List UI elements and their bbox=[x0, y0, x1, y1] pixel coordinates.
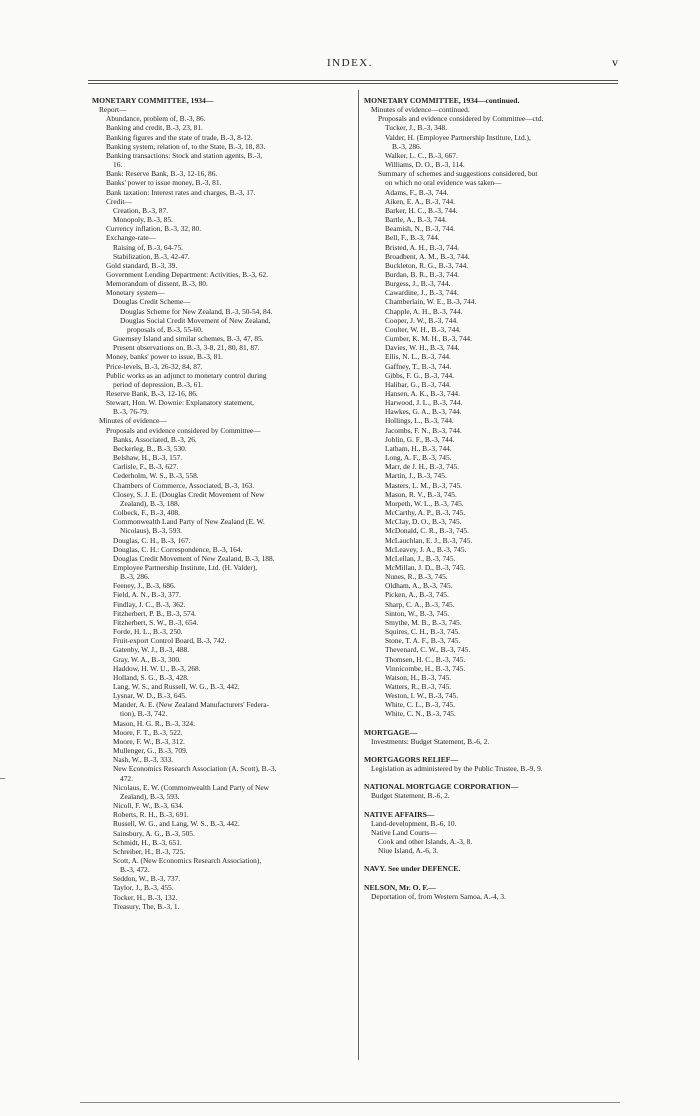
index-entry: Beamish, N., B.-3, 744. bbox=[385, 224, 456, 234]
index-entry: Coulter, W. H., B.-3, 744. bbox=[385, 324, 461, 334]
index-entry: Davies, W. H., B.-3, 744. bbox=[385, 343, 460, 353]
index-entry: Joblin, G. F., B.-3, 744. bbox=[385, 434, 455, 444]
index-entry: Zealand), B.-3, 188. bbox=[120, 498, 180, 508]
index-entry: Guernsey Island and similar schemes, B.-3, 47, 85. bbox=[113, 334, 264, 344]
index-entry: Native Land Courts— bbox=[371, 827, 437, 837]
index-entry: Schmidt, H., B.-3, 651. bbox=[113, 837, 182, 847]
index-entry: Cook and other Islands, A.-3, 8. bbox=[378, 837, 473, 847]
index-entry: Thomsen, H. C., B.-3, 745. bbox=[385, 654, 466, 664]
page-number: v bbox=[612, 55, 618, 69]
entry-gap bbox=[364, 855, 626, 864]
index-entry: Budget Statement, B.-6, 2. bbox=[371, 791, 450, 801]
index-entry: period of depression, B.-3, 61. bbox=[113, 379, 203, 389]
index-entry: Bell, F., B.-3, 744. bbox=[385, 233, 440, 243]
index-entry: Raising of, B.-3, 64-75. bbox=[113, 242, 184, 252]
index-entry: Chambers of Commerce, Associated, B.-3, 163. bbox=[113, 480, 255, 490]
index-entry: Zealand), B.-3, 593. bbox=[120, 791, 180, 801]
index-entry: McClay, D. O., B.-3, 745. bbox=[385, 517, 462, 527]
index-entry: B.-3, 286. bbox=[120, 572, 150, 582]
index-entry: Seddon, W., B.-3, 737. bbox=[113, 874, 181, 884]
index-entry: Findlay, J. C., B.-3, 362. bbox=[113, 599, 186, 609]
index-heading: MONETARY COMMITTEE, 1934—continued. bbox=[364, 96, 520, 105]
index-entry: 16. bbox=[113, 160, 123, 170]
index-entry: Long, A. F., B.-3, 745. bbox=[385, 453, 452, 463]
index-heading: MORTGAGORS RELIEF— bbox=[364, 754, 459, 764]
index-entry: Gray, W. A., B.-3, 300. bbox=[113, 654, 181, 664]
index-entry: Niue Island, A.-6, 3. bbox=[378, 846, 439, 856]
index-entry: Present observations on, B.-3, 3-8, 21, 80, 81, 87. bbox=[113, 343, 260, 353]
index-entry: Taylor, J., B.-3, 455. bbox=[113, 883, 174, 893]
index-entry: White, C. N., B.-3, 745. bbox=[385, 709, 456, 719]
index-entry: Bartle, A., B.-3, 744. bbox=[385, 215, 447, 225]
index-heading: NAVY. See under DEFENCE. bbox=[364, 864, 461, 874]
index-entry: Belshaw, H., B.-3, 157. bbox=[113, 453, 183, 463]
index-entry: McDonald, C. R., B.-3, 745. bbox=[385, 526, 469, 536]
index-entry: Cawardine, J., B.-3, 744. bbox=[385, 288, 459, 298]
index-entry: 472. bbox=[120, 773, 133, 783]
index-entry: Oldham, A., B.-3, 745. bbox=[385, 581, 453, 591]
index-entry: Bristed, A. H., B.-3, 744. bbox=[385, 242, 460, 252]
index-entry: Latham, H., B.-3, 744. bbox=[385, 443, 452, 453]
index-entry: Jacombs, F. N., B.-3, 744. bbox=[385, 425, 462, 435]
index-entry: Chamberlain, W. E., B.-3, 744. bbox=[385, 297, 477, 307]
index-entry: Fitzherbert, P. B., B.-3, 574. bbox=[113, 608, 197, 618]
margin-mark bbox=[0, 778, 5, 779]
index-entry: Land-development, B.-6, 10. bbox=[371, 818, 457, 828]
index-entry: Commonwealth Land Party of New Zealand (E. W. bbox=[113, 517, 265, 527]
index-entry: Banking system, relation of, to the State, B.-3, 18, 83. bbox=[106, 141, 266, 151]
index-entry: Beckerleg, B., B.-3, 530. bbox=[113, 443, 187, 453]
index-entry: Currency inflation, B.-3, 32, 80. bbox=[106, 224, 202, 234]
index-entry: Chapple, A. H., B.-3, 744. bbox=[385, 306, 463, 316]
index-entry: Gaffney, T., B.-3, 744. bbox=[385, 361, 452, 371]
index-entry: Lysnar, W. D., B.-3, 645. bbox=[113, 691, 187, 701]
index-entry: Sinton, W., B.-3, 745. bbox=[385, 608, 450, 618]
index-entry: Buckleton, R. G., B.-3, 744. bbox=[385, 260, 469, 270]
index-entry: Banks' power to issue money, B.-3, 81. bbox=[106, 178, 222, 188]
entry-gap bbox=[364, 874, 626, 883]
index-entry: Vinnicombe, H., B.-3, 745. bbox=[385, 663, 466, 673]
index-entry: Banking figures and the state of trade, B.-3, 8-12. bbox=[106, 132, 253, 142]
index-entry: B.-3, 76-79. bbox=[113, 407, 149, 417]
index-entry: Credit— bbox=[106, 196, 132, 206]
index-entry: Report— bbox=[99, 105, 127, 115]
index-entry: B.-3, 286. bbox=[392, 141, 422, 151]
index-entry: Memorandum of dissent, B.-3, 80. bbox=[106, 279, 208, 289]
page-header bbox=[0, 55, 700, 75]
index-entry: Harwood, J. L., B.-3, 744. bbox=[385, 398, 463, 408]
index-entry: Cederholm, W. S., B.-3, 558. bbox=[113, 471, 199, 481]
index-entry: Moore, F. W., B.-3, 312. bbox=[113, 736, 185, 746]
index-entry: Tucker, J., B.-3, 348. bbox=[385, 123, 448, 133]
index-entry: Williams, D. O., B.-3, 114. bbox=[385, 160, 465, 170]
index-entry: Haddow, H. W. U., B.-3, 268. bbox=[113, 663, 201, 673]
index-entry: Adams, F., B.-3, 744. bbox=[385, 187, 449, 197]
index-entry: Public works as an adjunct to monetary control during bbox=[106, 370, 267, 380]
index-entry: Monopoly, B.-3, 85. bbox=[113, 215, 173, 225]
index-entry: Nicolaus, E. W. (Commonwealth Land Party of New bbox=[113, 782, 269, 792]
index-entry: Valder, H. (Employee Partnership Institute, Ltd.), bbox=[385, 132, 531, 142]
index-entry: Barker, H. C., B.-3, 744. bbox=[385, 205, 458, 215]
index-entry: Douglas, C. H.: Correspondence, B.-3, 164. bbox=[113, 544, 243, 554]
index-entry: Mason, H. G. R., B.-3, 324. bbox=[113, 718, 195, 728]
index-entry: Colbeck, F., B.-3, 408. bbox=[113, 508, 180, 518]
index-entry: McLauchlan, E. J., B.-3, 745. bbox=[385, 535, 473, 545]
index-entry: Douglas Social Credit Movement of New Zealand, bbox=[120, 315, 271, 325]
index-entry: on which no oral evidence was taken— bbox=[385, 178, 502, 188]
index-entry: Aiken, E. A., B.-3, 744. bbox=[385, 196, 456, 206]
entry-gap bbox=[364, 801, 626, 810]
index-entry: Roberts, R. H., B.-3, 691. bbox=[113, 810, 189, 820]
index-entry: Fruit-export Control Board, B.-3, 742. bbox=[113, 636, 227, 646]
index-entry: Sainsbury, A. G., B.-3, 505. bbox=[113, 828, 195, 838]
index-entry: Nicolaus), B.-3, 593. bbox=[120, 526, 182, 536]
index-entry: Employee Partnership Institute, Ltd. (H. Valder), bbox=[113, 562, 258, 572]
index-entry: Money, banks' power to issue, B.-3, 81. bbox=[106, 352, 223, 362]
index-entry: Moore, F. T., B.-3, 522. bbox=[113, 727, 183, 737]
index-entry: Treasury, The, B.-3, 1. bbox=[113, 901, 180, 911]
entry-gap bbox=[364, 719, 626, 728]
index-entry: Russell, W. G., and Lang, W. S., B.-3, 442. bbox=[113, 819, 240, 829]
index-entry: Nash, W., B.-3, 333. bbox=[113, 755, 174, 765]
index-entry: White, C. L., B.-3, 745. bbox=[385, 700, 455, 710]
index-entry: B.-3, 472. bbox=[120, 865, 150, 875]
index-entry: Reserve Bank, B.-3, 12-16, 86. bbox=[106, 389, 198, 398]
index-entry: Exchange-rate— bbox=[106, 233, 157, 243]
index-entry: Investments: Budget Statement, B.-6, 2. bbox=[371, 736, 490, 746]
index-entry: McLeavey, J. A., B.-3, 745. bbox=[385, 544, 467, 554]
index-entry: Government Lending Department: Activities, B.-3, 62. bbox=[106, 269, 268, 279]
index-entry: Mason, R. V., B.-3, 745. bbox=[385, 489, 457, 499]
index-entry: Monetary system— bbox=[106, 288, 165, 298]
index-entry: Smythe, M. B., B.-3, 745. bbox=[385, 617, 462, 627]
index-entry: Banking transactions: Stock and station agents, B.-3, bbox=[106, 150, 263, 160]
index-entry: Banks, Associated, B.-3, 26. bbox=[113, 434, 197, 444]
footer-rule bbox=[80, 1102, 620, 1103]
index-entry: McMillan, J. D., B.-3, 745. bbox=[385, 562, 466, 572]
index-entry: Summary of schemes and suggestions considered, but bbox=[378, 169, 538, 179]
index-entry: McCarthy, A. P., B.-3, 745. bbox=[385, 508, 466, 518]
index-entry: Douglas, C. H., B.-3, 167. bbox=[113, 535, 191, 545]
index-entry: Forde, H. L., B.-3, 250. bbox=[113, 627, 183, 637]
index-entry: Marr, de J. H., B.-3, 745. bbox=[385, 462, 460, 472]
index-entry: Abundance, problem of, B.-3, 86. bbox=[106, 114, 206, 124]
index-entry: Watson, H., B.-3, 745. bbox=[385, 672, 452, 682]
index-entry: Morpeth, W. L., B.-3, 745. bbox=[385, 498, 464, 508]
index-entry: Martin, J., B.-3, 745. bbox=[385, 471, 447, 481]
index-entry: Proposals and evidence considered by Committee—ctd. bbox=[378, 114, 544, 124]
index-entry: Cumber, K. M. H., B.-3, 744. bbox=[385, 334, 472, 344]
index-entry: Gold standard, B.-3, 39. bbox=[106, 260, 178, 270]
index-entry: Lang, W. S., and Russell, W. G., B.-3, 442. bbox=[113, 682, 240, 691]
index-column-left bbox=[92, 96, 360, 911]
index-entry: Tocker, H., B.-3, 132. bbox=[113, 892, 178, 902]
index-entry: Mullenger, G., B.-3, 709. bbox=[113, 746, 188, 756]
index-entry: Douglas Credit Scheme— bbox=[113, 297, 191, 307]
index-entry: Closey, S. J. E. (Douglas Credit Movement of New bbox=[113, 489, 265, 499]
index-entry: Legislation as administered by the Public Trustee, B.-9, 9. bbox=[371, 764, 543, 774]
page-title: INDEX. bbox=[327, 57, 373, 69]
index-entry: Fitzherbert, S. W., B.-3, 654. bbox=[113, 617, 199, 627]
index-entry: Douglas Credit Movement of New Zealand, B.-3, 188. bbox=[113, 553, 275, 563]
index-entry: Nicoll, F. W., B.-3, 634. bbox=[113, 801, 184, 811]
column-divider bbox=[358, 90, 359, 1060]
index-entry: Proposals and evidence considered by Committee— bbox=[106, 425, 261, 435]
index-entry: Bank taxation: Interest rates and charges, B.-3, 17. bbox=[106, 187, 256, 197]
index-entry: Field, A. N., B.-3, 377. bbox=[113, 590, 181, 600]
index-entry: Walker, L. C., B.-3, 667. bbox=[385, 150, 458, 160]
index-entry: Sharp, C. A., B.-3, 745. bbox=[385, 599, 455, 609]
index-entry: Creation, B.-3, 87. bbox=[113, 205, 169, 215]
index-entry: Schreiber, H., B.-3, 725. bbox=[113, 846, 186, 856]
header-rule-bottom bbox=[88, 83, 618, 84]
entry-gap bbox=[364, 746, 626, 755]
index-entry: Stabilization, B.-3, 42-47. bbox=[113, 251, 190, 261]
index-entry: tion), B.-3, 742. bbox=[120, 709, 168, 719]
index-heading: NATIVE AFFAIRS— bbox=[364, 809, 435, 819]
index-entry: Hawkes, G. A., B.-3, 744. bbox=[385, 407, 462, 417]
index-heading: NATIONAL MORTGAGE CORPORATION— bbox=[364, 782, 519, 792]
index-entry: Hansen, A. K., B.-3, 744. bbox=[385, 389, 460, 398]
index-heading: MORTGAGE— bbox=[364, 727, 418, 737]
index-entry: Weston, I. W., B.-3, 745. bbox=[385, 691, 459, 701]
index-entry: Watters, R., B.-3, 745. bbox=[385, 682, 452, 691]
index-entry: Carlisle, F., B.-3, 627. bbox=[113, 462, 179, 472]
index-entry: Stone, T. A. F., B.-3, 745. bbox=[385, 636, 461, 646]
index-entry: Picken, A., B.-3, 745. bbox=[385, 590, 449, 600]
index-entry: Deportation of, from Western Samoa, A.-4, 3. bbox=[371, 891, 506, 901]
index-entry: Burdan, B. R., B.-3, 744. bbox=[385, 269, 460, 279]
index-entry: Broadbent, A. M., B.-3, 744. bbox=[385, 251, 470, 261]
index-entry: Scott, A. (New Economics Research Association), bbox=[113, 855, 262, 865]
index-entry: Douglas Scheme for New Zealand, B.-3, 50-54, 84. bbox=[120, 306, 273, 316]
index-entry: Holland, S. G., B.-3, 428. bbox=[113, 672, 189, 682]
index-entry: Price-levels, B.-3, 26-32, 84, 87. bbox=[106, 361, 203, 371]
index-entry: proposals of, B.-3, 55-60. bbox=[127, 324, 203, 334]
index-entry: Burgess, J., B.-3, 744. bbox=[385, 279, 451, 289]
index-heading: MONETARY COMMITTEE, 1934— bbox=[92, 96, 214, 105]
index-column-right bbox=[364, 96, 626, 901]
index-entry: Stewart, Hon. W. Downie: Explanatory statement, bbox=[106, 398, 254, 408]
index-entry: Bank: Reserve Bank, B.-3, 12-16, 86. bbox=[106, 169, 218, 179]
index-entry: Minutes of evidence—continued. bbox=[371, 105, 470, 115]
index-heading: NELSON, Mr. O. F.— bbox=[364, 882, 436, 892]
index-entry: Minutes of evidence— bbox=[99, 416, 167, 426]
index-entry: Cooper, J. W., B.-3, 744. bbox=[385, 315, 458, 325]
index-entry: Mander, A. E. (New Zealand Manufacturers' Federa- bbox=[113, 700, 269, 710]
index-entry: Gibbs, F. G., B.-3, 744. bbox=[385, 370, 455, 380]
index-entry: Masters, L. M., B.-3, 745. bbox=[385, 480, 462, 490]
index-entry: Thevenard, C. W., B.-3, 745. bbox=[385, 645, 471, 655]
index-entry: Ellis, N. L., B.-3, 744. bbox=[385, 352, 451, 362]
index-entry: McLellan, J., B.-3, 745. bbox=[385, 553, 456, 563]
index-entry: Gatenby, W. J., B.-3, 488. bbox=[113, 645, 190, 655]
entry-gap bbox=[364, 773, 626, 782]
index-entry: Banking and credit, B.-3, 23, 81. bbox=[106, 123, 203, 133]
index-entry: Halibar, G., B.-3, 744. bbox=[385, 379, 452, 389]
index-entry: Nunes, R., B.-3, 745. bbox=[385, 572, 448, 582]
index-entry: Feeney, J., B.-3, 686. bbox=[113, 581, 176, 591]
index-entry: Hollings, L., B.-3, 744. bbox=[385, 416, 454, 426]
header-rule-top bbox=[88, 80, 618, 81]
index-entry: Squires, C. H., B.-3, 745. bbox=[385, 627, 460, 637]
index-entry: New Economics Research Association (A. Scott), B.-3, bbox=[113, 764, 277, 774]
